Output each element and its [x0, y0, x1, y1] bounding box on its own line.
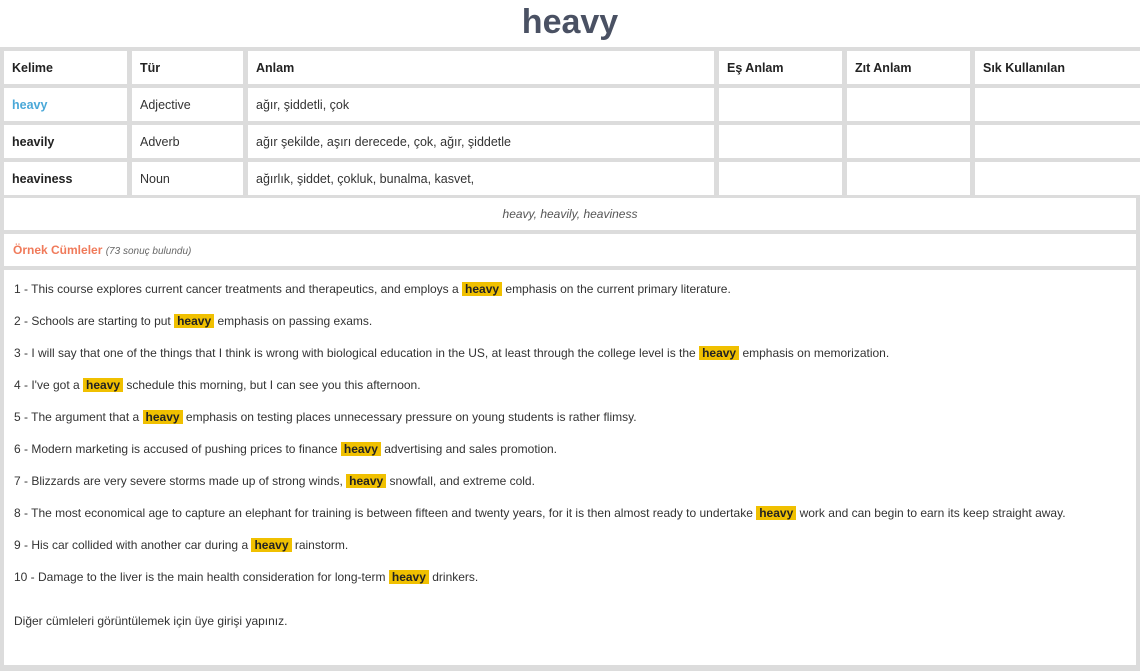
- sentence-before: 4 - I've got a: [14, 378, 80, 392]
- sentence-before: 8 - The most economical age to capture an elephant for training is between fifteen and twenty years, for it is then almost ready to undertake: [14, 506, 753, 520]
- login-note-pre: Diğer cümleleri görüntülemek için: [14, 614, 192, 628]
- highlighted-word: heavy: [143, 410, 183, 424]
- sentence-after: emphasis on passing exams.: [217, 314, 373, 328]
- type-cell: Adverb: [132, 125, 243, 158]
- col-header-type: Tür: [132, 51, 243, 84]
- example-sentence: [14, 502, 1126, 524]
- col-header-word: Kelime: [4, 51, 127, 84]
- word-label: heaviness: [12, 171, 73, 186]
- table-row: [4, 125, 1140, 158]
- sentence-after: advertising and sales promotion.: [384, 442, 557, 456]
- type-cell: Adjective: [132, 88, 243, 121]
- sentence-before: 7 - Blizzards are very severe storms made up of strong winds,: [14, 474, 343, 488]
- content-panel: [0, 47, 1140, 671]
- example-sentence: [14, 374, 1126, 396]
- frequent-cell: [975, 125, 1140, 158]
- col-header-frequent: Sık Kullanılan: [975, 51, 1140, 84]
- meaning-cell: ağır, şiddetli, çok: [248, 88, 714, 121]
- examples-count: (73 sonuç bulundu): [105, 246, 192, 257]
- highlighted-word: heavy: [699, 346, 739, 360]
- example-sentence: [14, 278, 1126, 300]
- col-header-antonym: Zıt Anlam: [847, 51, 970, 84]
- examples-header: [4, 234, 1136, 266]
- word-table: [0, 47, 1140, 199]
- example-sentence: [14, 310, 1126, 332]
- col-header-meaning: Anlam: [248, 51, 714, 84]
- synonym-cell: [719, 88, 842, 121]
- sentence-before: 1 - This course explores current cancer treatments and therapeutics, and employs a: [14, 282, 459, 296]
- highlighted-word: heavy: [83, 378, 123, 392]
- highlighted-word: heavy: [346, 474, 386, 488]
- sentence-after: snowfall, and extreme cold.: [389, 474, 535, 488]
- examples-list: [4, 270, 1136, 665]
- sentence-after: rainstorm.: [294, 538, 349, 552]
- antonym-cell: [847, 88, 970, 121]
- frequent-cell: [975, 162, 1140, 195]
- meaning-cell: ağır şekilde, aşırı derecede, çok, ağır, şiddetle: [248, 125, 714, 158]
- antonym-cell: [847, 125, 970, 158]
- sentence-before: 2 - Schools are starting to put: [14, 314, 171, 328]
- sentence-before: 6 - Modern marketing is accused of pushing prices to finance: [14, 442, 338, 456]
- type-cell: Noun: [132, 162, 243, 195]
- sentence-before: 3 - I will say that one of the things that I think is wrong with biological education in the US, at least through the college level is the: [14, 346, 696, 360]
- frequent-cell: [975, 88, 1140, 121]
- table-header-row: [4, 51, 1140, 84]
- word-cell: [4, 125, 127, 158]
- example-sentence: [14, 534, 1126, 556]
- sentence-before: 9 - His car collided with another car during a: [14, 538, 249, 552]
- word-cell: [4, 162, 127, 195]
- word-label: heavily: [12, 134, 55, 149]
- highlighted-word: heavy: [462, 282, 502, 296]
- synonym-cell: [719, 162, 842, 195]
- login-note-post: yapınız.: [245, 614, 288, 628]
- login-link[interactable]: üye girişi: [194, 614, 243, 628]
- antonym-cell: [847, 162, 970, 195]
- page-title: heavy: [521, 3, 619, 41]
- word-forms: heavy, heavily, heaviness: [4, 198, 1136, 230]
- sentence-after: work and can begin to earn its keep straight away.: [799, 506, 1066, 520]
- col-header-synonym: Eş Anlam: [719, 51, 842, 84]
- example-sentence: [14, 406, 1126, 428]
- example-sentence: [14, 566, 1126, 588]
- highlighted-word: heavy: [174, 314, 214, 328]
- sentence-after: emphasis on testing places unnecessary pressure on young students is rather flimsy.: [185, 410, 637, 424]
- sentence-after: emphasis on the current primary literature.: [505, 282, 731, 296]
- table-row: [4, 88, 1140, 121]
- synonym-cell: [719, 125, 842, 158]
- sentence-after: drinkers.: [432, 570, 479, 584]
- sentence-after: schedule this morning, but I can see you this afternoon.: [126, 378, 421, 392]
- examples-title: Örnek Cümleler: [13, 243, 103, 257]
- word-cell[interactable]: [4, 88, 127, 121]
- sentence-after: emphasis on memorization.: [742, 346, 890, 360]
- example-sentence: [14, 470, 1126, 492]
- highlighted-word: heavy: [341, 442, 381, 456]
- table-row: [4, 162, 1140, 195]
- meaning-cell: ağırlık, şiddet, çokluk, bunalma, kasvet,: [248, 162, 714, 195]
- example-sentence: [14, 342, 1126, 364]
- highlighted-word: heavy: [756, 506, 796, 520]
- sentence-before: 5 - The argument that a: [14, 410, 140, 424]
- highlighted-word: heavy: [251, 538, 291, 552]
- example-sentence: [14, 438, 1126, 460]
- highlighted-word: heavy: [389, 570, 429, 584]
- sentence-before: 10 - Damage to the liver is the main health consideration for long-term: [14, 570, 386, 584]
- login-note: [14, 614, 1126, 628]
- word-link[interactable]: heavy: [12, 97, 48, 112]
